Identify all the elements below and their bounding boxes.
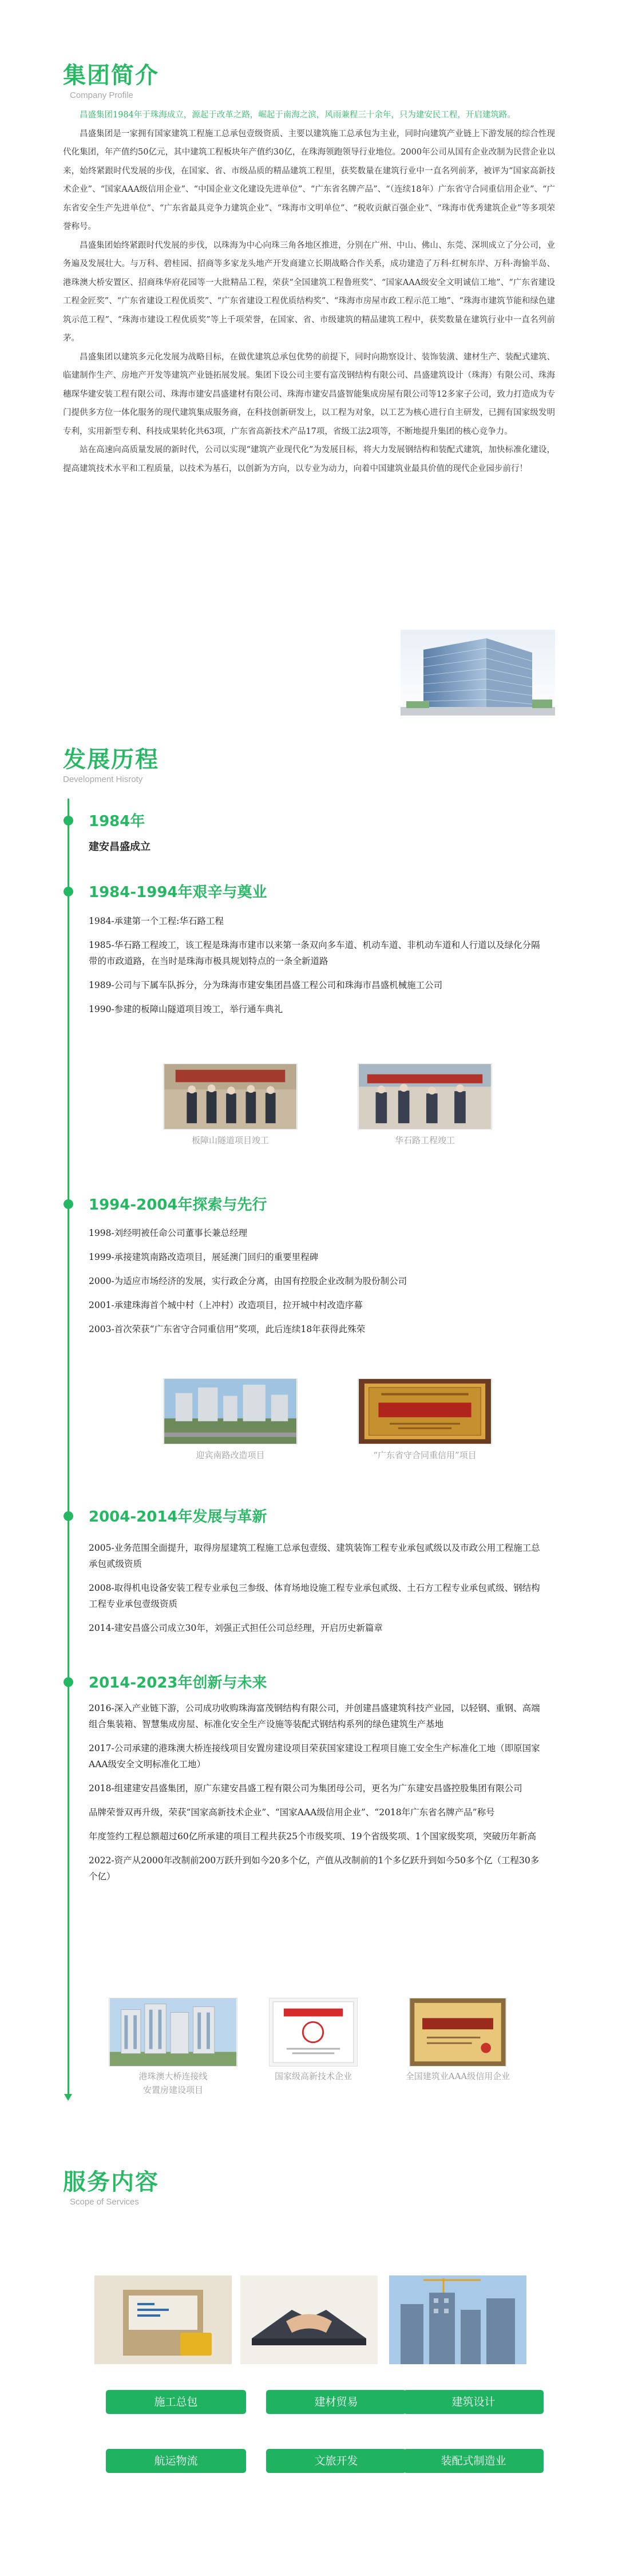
profile-title: 集团简介 (63, 62, 159, 89)
profile-paragraph: 昌盛集团以建筑多元化发展为战略目标，在做优建筑总承包优势的前提下，同时向勘察设计、装饰装潢、建材生产、装配式建筑、临建制作生产、房地产开发等建筑产业链拓展发展。集团下设公司主要有富茂钢结构有限公司、昌盛建筑设计（珠海）有限公司、珠海穗琛华建安装工程有限公司、珠海市建安昌盛建材有限公司、珠海市建安昌盛智能集成房屋有限公司等12多家子公司，致力打造成为专门提供多方位一体化服务的现代建筑集成服务商，在科技创新研发上，以工程为对象，以工艺为核心进行自主研发，已拥有国家级发明专利，实用新型专利、科技成果转化共63项，广东省高新技术产品17项，省级工法2项等，不断地提升集团的核心竞争力。 (63, 352, 555, 436)
period-item: 2008-取得机电设备安装工程专业承包三参级、体育场地设施工程专业承包贰级、土石方工程专业承包贰级、钢结构工程专业承包壹级资质 (89, 1583, 540, 1609)
period-item: 品牌荣誉双再升级，荣获“国家高新技术企业”、“国家AAA级信用企业”、“2018年广东省名牌产品”称号 (89, 1807, 495, 1818)
period-item: 2022-资产从2000年改制前200万跃升到如今20多个亿，产值从改制前的1个多亿跃升到如今50多个亿（工程30多个亿） (89, 1855, 540, 1882)
yingbin-road-project-photo (163, 1378, 298, 1444)
period-items (89, 1225, 541, 1345)
high-tech-enterprise-certificate (269, 1998, 358, 2067)
period-items (89, 913, 541, 1025)
service-logistics-button[interactable]: 航运物流 (106, 2449, 246, 2473)
profile-highlight: 昌盛集团1984年于珠海成立，源起于改革之路，崛起于南海之滨，风雨兼程三十余年，只为建安民工程，开启建筑路。 (80, 110, 516, 120)
construction-service-image (94, 2275, 232, 2364)
service-material-trade-button[interactable]: 建材贸易 (266, 2390, 406, 2414)
history-title: 发展历程 (63, 746, 159, 773)
period-item: 1999-承接建筑南路改造项目，展延澳门回归的重要里程碑 (89, 1252, 319, 1262)
service-design-button[interactable]: 建筑设计 (403, 2390, 544, 2414)
timeline-dot (64, 1199, 73, 1209)
period-item: 1990-参建的板障山隧道项目竣工，举行通车典礼 (89, 1004, 283, 1014)
period-title: 1984年 (89, 813, 145, 830)
service-prefab-button[interactable]: 装配式制造业 (403, 2449, 544, 2473)
bridge-resettlement-project-photo (109, 1998, 237, 2067)
period-title: 1984-1994年艰辛与奠业 (89, 884, 267, 901)
period-title: 2004-2014年发展与革新 (89, 1508, 267, 1526)
profile-header (63, 63, 159, 100)
timeline-dot (64, 816, 73, 825)
timeline-dot (64, 1511, 73, 1521)
profile-paragraph: 昌盛集团是一家拥有国家建筑工程施工总承包壹级资质、主要以建筑施工总承包为主业，同时向建筑产业链上下游发展的综合性现代化集团，年产值约50亿元，其中建筑工程板块年产值约30亿，在珠海领跑领导行业地位。2000年公司从国有企业改制为民营企业以来，始终紧跟时代发展的步伐，在国家、省、市级品质的精品建筑工程里，获奖数量在建筑行业中一直名列前茅，被评为“国家高新技术企业”、“国家AAA级信用企业”、“中国企业文化建设先进单位”、“广东省名牌产品”、“（连续18年）广东省守合同重信用企业”、“广东省安全生产先进单位”、“广东省最具竞争力建筑企业”、“珠海市文明单位”、“税收贡献百强企业”、“珠海市优秀建筑企业”等多项荣誉称号。 (63, 129, 555, 231)
services-header (63, 2170, 159, 2207)
period-item: 年度签约工程总额超过60亿所承建的项目工程共获25个市级奖项、19个省级奖项、1个国家级奖项，突破历年新高 (89, 1831, 537, 1842)
period-items (89, 1540, 541, 1644)
period-title: 2014-2023年创新与未来 (89, 1674, 267, 1692)
period-item: 2016-深入产业链下游，公司成功收购珠海富茂钢结构有限公司，并创建昌盛建筑科技产业园，以轻钢、重钢、高端组合集装箱、智慧集成房屋、标准化安全生产设施等装配式钢结构系列的绿色建筑生产基地 (89, 1703, 540, 1729)
profile-paragraph: 站在高速向高质量发展的新时代，公司以实现“建筑产业现代化”为发展目标，将大力发展钢结构和装配式建筑，加快标准化建设，提高建筑技术水平和工程质量，以技术为基石，以创新为方向，以专业为动力，向着中国建筑业最具价值的现代企业园步前行！ (63, 445, 555, 473)
period-item: 建安昌盛成立 (89, 841, 150, 853)
period-item: 1998-刘经明被任命公司董事长兼总经理 (89, 1228, 248, 1238)
timeline-arrow (64, 2094, 72, 2101)
profile-intro (63, 106, 555, 478)
service-construction-button[interactable]: 施工总包 (106, 2390, 246, 2414)
aaa-credit-certificate (409, 1998, 506, 2067)
photo-caption: “广东省守合同重信用”项目 (373, 1450, 477, 1460)
photo-caption: 迎宾南路改造项目 (196, 1450, 265, 1460)
period-item: 2018-组建建安昌盛集团，原广东建安昌盛工程有限公司为集团母公司，更名为广东建安昌盛控股集团有限公司 (89, 1783, 522, 1793)
tunnel-completion-photo (163, 1064, 298, 1129)
timeline-dot (64, 887, 73, 896)
photo-caption: 华石路工程竣工 (394, 1135, 455, 1145)
period-item: 2017-公司承建的港珠澳大桥连接线项目安置房建设项目荣获国家建设工程项目施工安全生产标准化工地（即原国家AAA级安全文明标准化工地） (89, 1743, 540, 1769)
services-subtitle: Scope of Services (70, 2197, 139, 2207)
period-item: 1985-华石路工程竣工，该工程是珠海市建市以来第一条双向多车道、机动车道、非机动车道和人行道以及绿化分隔带的市政道路，在当时是珠海市极具规划特点的一条全新道路 (89, 940, 540, 966)
huashi-road-completion-photo (358, 1064, 492, 1129)
contract-honor-plaque-photo (358, 1378, 492, 1444)
headquarters-building-image (401, 630, 555, 716)
period-items (89, 1700, 541, 1893)
photo-caption: 全国建筑业AAA级信用企业 (405, 2071, 510, 2081)
period-item: 2005-业务范围全面提升，取得房屋建筑工程施工总承包壹级、建筑装饰工程专业承包贰级以及市政公用工程施工总承包贰级资质 (89, 1543, 540, 1569)
photo-caption: 港珠澳大桥连接线 安置房建设项目 (138, 2071, 208, 2095)
period-item: 2000-为适应市场经济的发展，实行政企分离，由国有控股企业改制为股份制公司 (89, 1276, 407, 1286)
profile-paragraph: 昌盛集团始终紧跟时代发展的步伐，以珠海为中心向珠三角各地区推进，分别在广州、中山、佛山、东莞、深圳成立了分公司，业务遍及发展壮大。与万科、碧桂园、招商等多家龙头地产开发商建立长期战略合作关系，成功建造了万科·红树东岸、万科·海愉半岛、港珠澳大桥安置区、招商珠华府花园等一大批精品工程，荣获“全国建筑工程鲁班奖”、“国家AAA级安全文明诚信工地”、“广东省建设工程金匠奖”、“广东省建设工程优质奖”、“广东省建设工程优质结构奖”、“珠海市房屋市政工程示范工地”、“珠海市建筑节能和绿色建筑示范工程”、“珠海市建设工程优质奖”等上千项荣誉，在国家、省、市级建筑的精品建筑工程中，获奖数量在建筑行业中一直名列前茅。 (63, 240, 555, 343)
period-item: 2014-建安昌盛公司成立30年，刘强正式担任公司总经理，开启历史新篇章 (89, 1623, 383, 1633)
profile-subtitle: Company Profile (70, 90, 133, 100)
history-subtitle: Development Hisroty (63, 775, 143, 784)
period-item: 1984-承建第一个工程:华石路工程 (89, 916, 224, 926)
period-item: 2001-承建珠海首个城中村（上冲村）改造项目，拉开城中村改造序幕 (89, 1300, 363, 1310)
history-header (63, 747, 159, 784)
period-item: 2003-首次荣获“广东省守合同重信用”奖项，此后连续18年获得此殊荣 (89, 1324, 366, 1334)
photo-caption: 板障山隧道项目竣工 (191, 1135, 269, 1145)
timeline-dot (64, 1677, 73, 1687)
service-tourism-button[interactable]: 文旅开发 (266, 2449, 406, 2473)
services-title: 服务内容 (63, 2169, 159, 2195)
photo-caption: 国家级高新技术企业 (274, 2071, 352, 2081)
architecture-design-image (389, 2275, 526, 2364)
period-title: 1994-2004年探索与先行 (89, 1196, 267, 1214)
period-item: 1989-公司与下属车队拆分，分为珠海市建安集团昌盛工程公司和珠海市昌盛机械施工公司 (89, 980, 443, 990)
material-trade-image (240, 2275, 378, 2364)
timeline-line (68, 799, 69, 2098)
